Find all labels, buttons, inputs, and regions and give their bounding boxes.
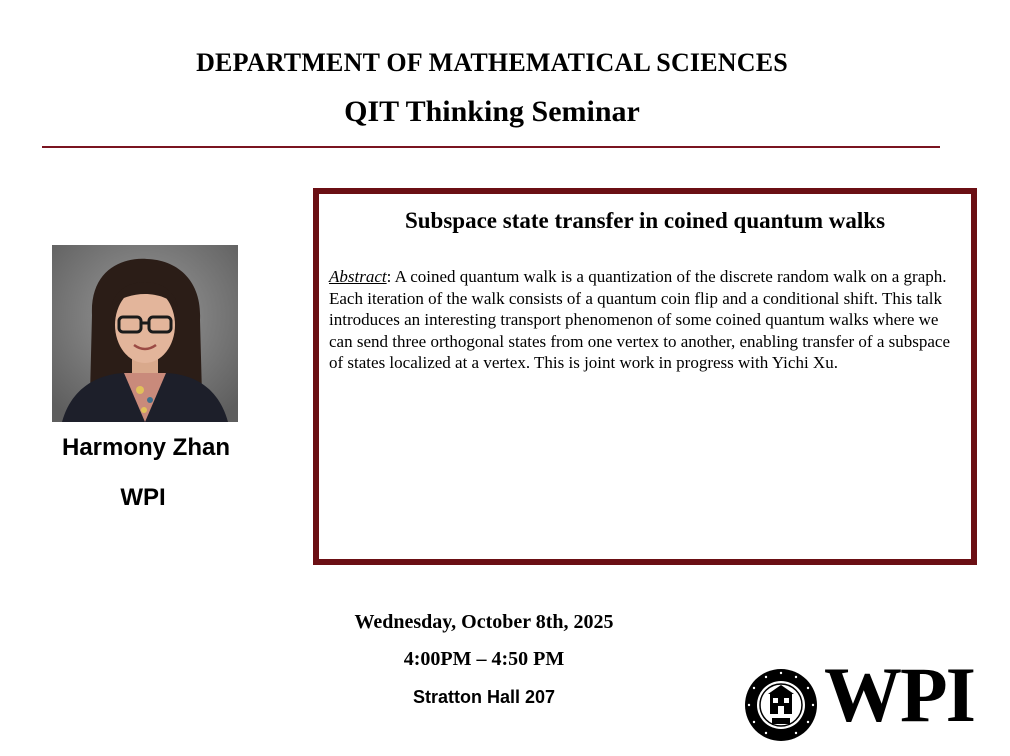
wpi-logo bbox=[744, 651, 984, 744]
abstract-body: : A coined quantum walk is a quantization of the discrete random walk on a graph. Each iteration of the walk consists of a quantum coin flip and a conditional shift. This talk introduces an interesting transport phenomenon of some coined quantum walks where we can send three orthogonal states from one vertex to another, enabling transfer of a subspace of states localized at a vertex. This is joint work in progress with Yichi Xu. bbox=[329, 267, 951, 372]
event-date: Wednesday, October 8th, 2025 bbox=[354, 611, 614, 633]
event-time: 4:00PM – 4:50 PM bbox=[403, 648, 565, 670]
header-divider bbox=[42, 146, 940, 148]
speaker-photo bbox=[52, 245, 238, 422]
abstract-paragraph bbox=[329, 266, 961, 374]
speaker-name: Harmony Zhan bbox=[61, 434, 231, 461]
event-location: Stratton Hall 207 bbox=[412, 687, 556, 707]
speaker-affiliation: WPI bbox=[120, 484, 166, 511]
talk-title: Subspace state transfer in coined quantum walks bbox=[404, 208, 886, 233]
abstract-label: Abstract bbox=[329, 267, 387, 286]
wpi-seal-icon bbox=[744, 668, 818, 742]
abstract-box bbox=[313, 188, 977, 565]
department-title: DEPARTMENT OF MATHEMATICAL SCIENCES bbox=[196, 48, 788, 77]
wpi-wordmark: WPI bbox=[824, 651, 974, 738]
seminar-title: QIT Thinking Seminar bbox=[344, 95, 640, 128]
